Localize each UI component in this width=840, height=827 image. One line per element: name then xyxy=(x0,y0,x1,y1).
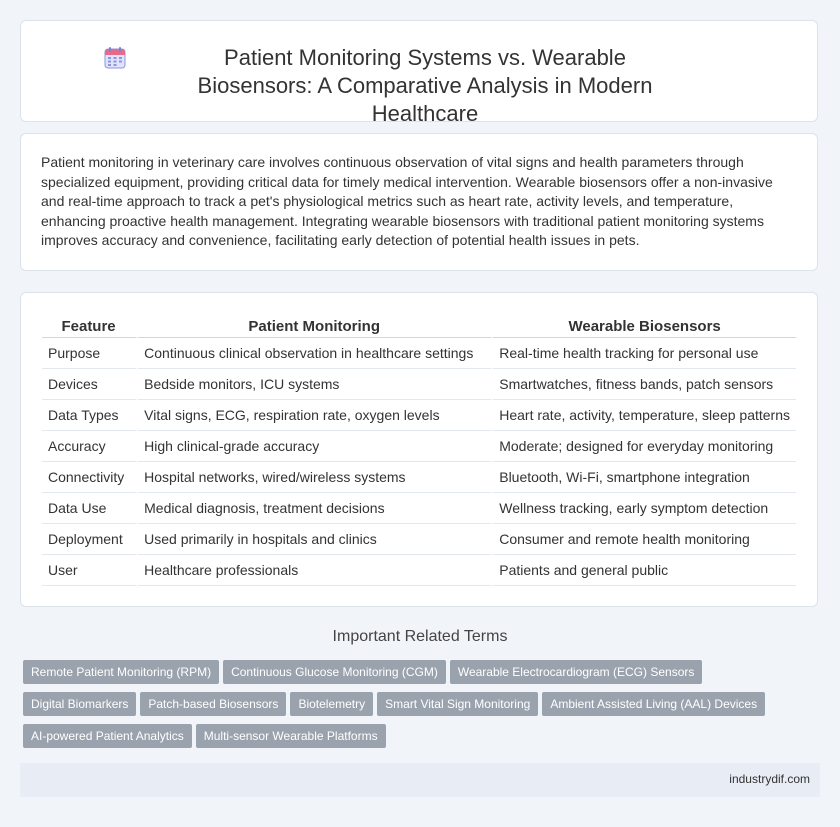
table-row xyxy=(42,400,796,431)
cell-feature: Deployment xyxy=(42,524,138,555)
cell-wearable-biosensors: Real-time health tracking for personal use xyxy=(493,338,796,369)
related-term-tag[interactable]: Continuous Glucose Monitoring (CGM) xyxy=(223,660,446,684)
related-term-tag[interactable]: Patch-based Biosensors xyxy=(140,692,286,716)
related-term-tag[interactable]: Remote Patient Monitoring (RPM) xyxy=(23,660,219,684)
cell-patient-monitoring: Bedside monitors, ICU systems xyxy=(138,369,493,400)
header-wearable-biosensors: Wearable Biosensors xyxy=(493,315,796,338)
table-row xyxy=(42,369,796,400)
intro-paragraph: Patient monitoring in veterinary care involves continuous observation of vital signs and health parameters through specialized equipment, providing critical data for timely medical intervention. Wearable biosensors offer a non-invasive and real-time approach to track a pet's physiological metrics such as heart rate, activity levels, and temperature, enhancing proactive health management. Integrating wearable biosensors with traditional patient monitoring systems improves accuracy and convenience, facilitating early detection of potential health issues in pets. xyxy=(41,154,773,248)
cell-patient-monitoring: Medical diagnosis, treatment decisions xyxy=(138,493,493,524)
table-row xyxy=(42,493,796,524)
related-term-tag[interactable]: Multi-sensor Wearable Platforms xyxy=(196,724,386,748)
table-header-row xyxy=(42,315,796,338)
cell-patient-monitoring: Healthcare professionals xyxy=(138,555,493,586)
cell-feature: Purpose xyxy=(42,338,138,369)
cell-feature: Data Types xyxy=(42,400,138,431)
header-patient-monitoring: Patient Monitoring xyxy=(138,315,493,338)
related-term-tag[interactable]: Biotelemetry xyxy=(290,692,373,716)
cell-feature: Accuracy xyxy=(42,431,138,462)
related-term-tag[interactable]: Digital Biomarkers xyxy=(23,692,136,716)
cell-feature: Connectivity xyxy=(42,462,138,493)
related-term-tag[interactable]: AI-powered Patient Analytics xyxy=(23,724,192,748)
cell-patient-monitoring: Continuous clinical observation in healthcare settings xyxy=(138,338,493,369)
page-title: Patient Monitoring Systems vs. Wearable Biosensors: A Comparative Analysis in Modern Healthcare xyxy=(197,45,653,126)
table-row xyxy=(42,555,796,586)
footer-site: industrydif.com xyxy=(729,772,810,786)
cell-feature: Data Use xyxy=(42,493,138,524)
header-feature: Feature xyxy=(42,315,138,338)
cell-patient-monitoring: Vital signs, ECG, respiration rate, oxygen levels xyxy=(138,400,493,431)
intro-card xyxy=(20,133,818,271)
cell-wearable-biosensors: Smartwatches, fitness bands, patch sensors xyxy=(493,369,796,400)
cell-wearable-biosensors: Heart rate, activity, temperature, sleep patterns xyxy=(493,400,796,431)
cell-wearable-biosensors: Moderate; designed for everyday monitoring xyxy=(493,431,796,462)
table-row xyxy=(42,462,796,493)
cell-patient-monitoring: Used primarily in hospitals and clinics xyxy=(138,524,493,555)
related-term-tag[interactable]: Wearable Electrocardiogram (ECG) Sensors xyxy=(450,660,703,684)
related-term-tag[interactable]: Smart Vital Sign Monitoring xyxy=(377,692,538,716)
table-row xyxy=(42,524,796,555)
footer xyxy=(20,763,820,797)
cell-feature: User xyxy=(42,555,138,586)
cell-patient-monitoring: Hospital networks, wired/wireless systems xyxy=(138,462,493,493)
cell-feature: Devices xyxy=(42,369,138,400)
cell-wearable-biosensors: Consumer and remote health monitoring xyxy=(493,524,796,555)
cell-wearable-biosensors: Wellness tracking, early symptom detection xyxy=(493,493,796,524)
cell-patient-monitoring: High clinical-grade accuracy xyxy=(138,431,493,462)
related-term-tag[interactable]: Ambient Assisted Living (AAL) Devices xyxy=(542,692,765,716)
related-terms-list xyxy=(23,660,813,756)
related-terms-title: Important Related Terms xyxy=(332,628,508,645)
table-row xyxy=(42,338,796,369)
comparison-table xyxy=(42,315,796,586)
cell-wearable-biosensors: Bluetooth, Wi-Fi, smartphone integration xyxy=(493,462,796,493)
comparison-card xyxy=(20,292,818,607)
table-row xyxy=(42,431,796,462)
header-card xyxy=(20,20,818,126)
cell-wearable-biosensors: Patients and general public xyxy=(493,555,796,586)
